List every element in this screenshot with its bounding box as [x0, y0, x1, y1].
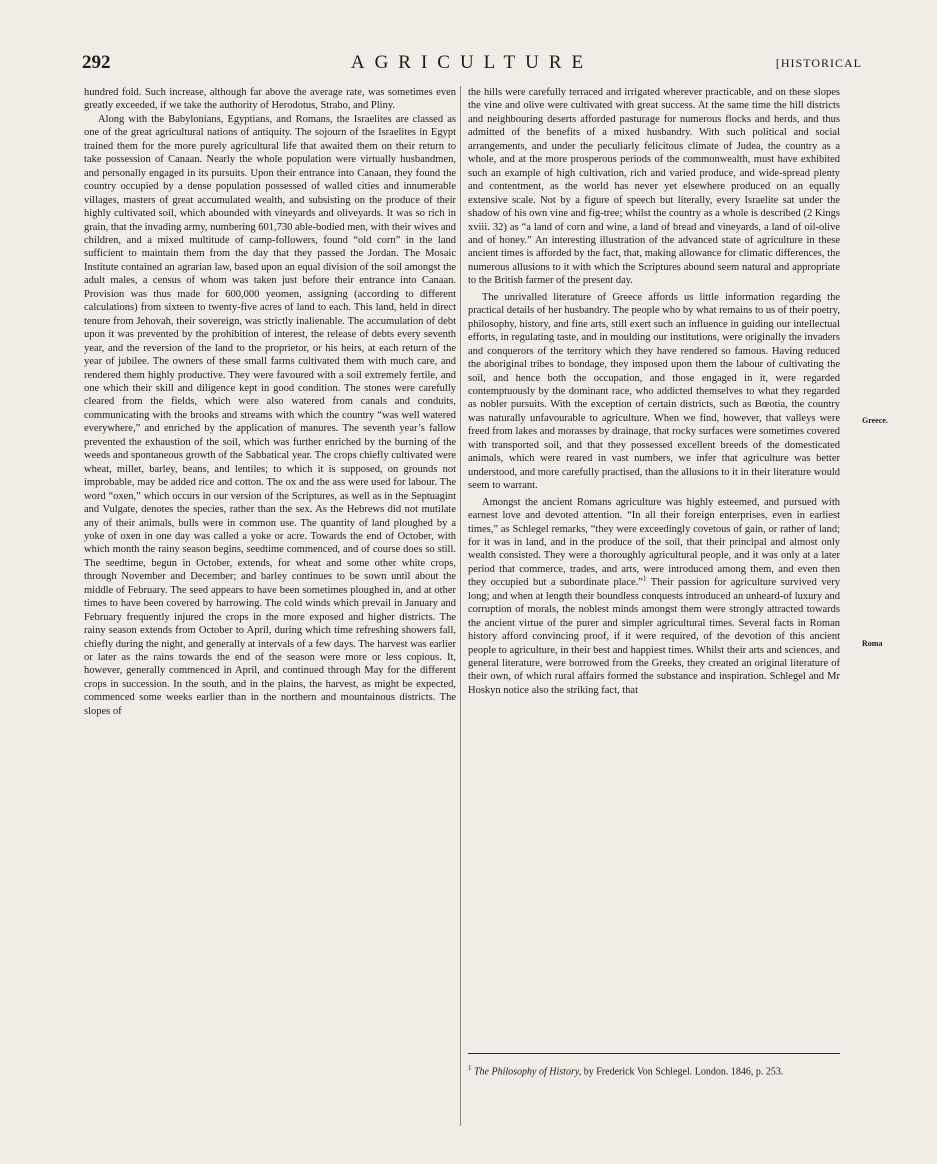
footnote: [468, 1062, 840, 1078]
section-label: [HISTORICAL: [775, 56, 862, 70]
paragraph: The unrivalled literature of Greece affords us little information regarding the practical details of her husbandry. The people who by what remains to us of their poetry, philosophy, history, and fine arts, still exert such an influence in guiding our intellectual efforts, in regulating taste, and in moulding our institutions, were originally the invaders and conquerors of the territory which they have rendered so famous. Having reduced the aboriginal tribes to bondage, they imposed upon them the labour of cultivating the soil, and hence both the occupation, and those engaged in it, were regarded contemptuously by the dominant race, who addicted themselves to what they regarded as nobler pursuits. With the exception of certain districts, such as Bœotia, the country was naturally unfavourable to agriculture. When we find, however, that valleys were freed from lakes and morasses by drainage, that rocky surfaces were sometimes covered with transported soil, and that they possessed excellent breeds of the domesticated animals, which were reared in vast numbers, we infer that agriculture was better understood, and more carefully practised, than the allusions to it in their literature would seem to warrant.: [468, 291, 840, 492]
footnote-rule: [468, 1053, 840, 1054]
running-header: [82, 52, 862, 78]
footnote-title: The Philosophy of History,: [474, 1066, 582, 1078]
footnote-ref: 1: [642, 574, 647, 583]
paragraph: hundred fold. Such increase, although far above the average rate, was sometimes even greatly exceeded, if we take the authority of Herodotus, Strabo, and Pliny.: [84, 87, 456, 112]
paragraph-text: Amongst the ancient Romans agriculture was highly esteemed, and pursued with earnest love and devoted attention. “In all their foreign enterprises, even in earliest times,” as Schlegel remarks, “they were exceedingly covetous of gain, or rather of land; for it was in land, and in the produce of the soil, that their principal and almost only wealth consisted. They were a thoroughly agricultural people, and it was only at a later period that commerce, trades, and arts, were introduced among them, and even then they occupied but a subordinate place.”: [468, 496, 840, 589]
column-rule: [460, 86, 461, 1126]
footnote-marker: 1: [468, 1064, 472, 1072]
page-number: 292: [82, 52, 111, 73]
left-column: [84, 86, 456, 718]
margin-note-rome: Roma: [862, 639, 883, 648]
margin-note-greece: Greece.: [862, 416, 888, 425]
paragraph: Along with the Babylonians, Egyptians, and Romans, the Israelites are classed as one of the great agricultural nations of antiquity. The sojourn of the Israelites in Egypt trained them for the more purely agricultural life that awaited them on their return to take possession of Canaan. Nearly the whole population were virtually husbandmen, and personally engaged in its pursuits. Upon their entrance into Canaan, they found the country occupied by a dense population possessed of walled cities and innumerable villages, masters of great accumulated wealth, and subsisting on the produce of their highly cultivated soil, which abounded with vineyards and oliveyards. It was so rich in grain, that the invading army, numbering 601,730 able-bodied men, with their wives and children, and a mixed multitude of camp-followers, found “old corn” in the land sufficient to maintain them from the day that they passed the Jordan. The Mosaic Institute contained an agrarian law, based upon an equal division of the soil amongst the adult males, a census of whom was taken just before their entrance into Canaan. Provision was thus made for 600,000 yeomen, assigning (according to different calculations) from sixteen to twenty-five acres of land to each. This land, held in direct tenure from Jehovah, their sovereign, was strictly inalienable. The accumulation of debt upon it was prevented by the prohibition of interest, the release of debts every seventh year, and the reversion of the land to the proprietor, or his heirs, at each return of the year of jubilee. The owners of these small farms cultivated them with much care, and rendered them highly productive. They were favoured with a soil extremely fertile, and one which their skill and diligence kept in good condition. The stones were carefully cleared from the fields, which were also watered from canals and conduits, communicating with the brooks and streams with which the country “was well watered everywhere,” and enriched by the application of manures. The seventh year’s fallow prevented the exhaustion of the soil, which was further enriched by the burning of the weeds and spontaneous growth of the Sabbatical year. The crops chiefly cultivated were wheat, millet, barley, beans, and lentiles; to which it is supposed, on grounds not improbable, may be added rice and cotton. The ox and the ass were used for labour. The word “oxen,” which occurs in our version of the Scriptures, as well as in the Septuagint and Vulgate, denotes the species, rather than the sex. As the Hebrews did not mutilate any of their animals, bulls were in common use. The quantity of land ploughed by a yoke of oxen in one day was called a yoke or acre. Towards the end of October, with which month the rainy season begins, seedtime commenced, and of course does so still. The seedtime, begun in October, extends, for wheat and some other white crops, through November and December; and barley continues to be sown until about the middle of February. The seed appears to have been sometimes ploughed in, and at other times to have been covered by harrowing. The cold winds which prevail in January and February frequently injured the crops in the more exposed and higher districts. The rainy season extends from October to April, during which time refreshing showers fall, chiefly during the night, and generally at intervals of a few days. The harvest was earlier or later as the rains towards the end of the season were more or less copious. It, however, generally commenced in April, and continued through May for the different crops in succession. In the south, and in the plains, the harvest, as might be expected, commenced some weeks earlier than in the northern and mountainous districts. The slopes of: [84, 113, 456, 717]
paragraph-text: Their passion for agriculture survived very long; and when at length their boundless conquests introduced an unheard-of luxury and corruption of morals, the noblest minds amongst them were strongly attracted towards the ancient virtue of the purer and simpler agricultural times. Several facts in Roman history afford convincing proof, if it were required, of the devotion of this ancient people to agriculture, in their best and happiest times. Whilst their arts and sciences, and general literature, were borrowed from the Greeks, they created an original literature of their own, of which rural affairs formed the substance and inspiration. Schlegel and Mr Hoskyn notice also the striking fact, that: [468, 577, 840, 696]
paragraph: the hills were carefully terraced and irrigated wherever practicable, and on these slopes the vine and olive were cultivated with great success. At the same time the hill districts and neighbouring deserts afforded pasturage for numerous flocks and herds, and thus admitted of the benefits of a mixed husbandry. With such political and social arrangements, and under the peculiarly felicitous climate of Judea, the country as a whole, and at the more prosperous periods of the commonwealth, must have exhibited such an example of high cultivation, rich and varied produce, and wide-spread plenty and contentment, as the world has never yet elsewhere produced on an equally extensive scale. Not by a figure of speech but literally, every Israelite sat under the shadow of his own vine and fig-tree; whilst the country as a whole is described (2 Kings xviii. 32) as “a land of corn and wine, a land of bread and vineyards, a land of oil-olive and of honey.” An interesting illustration of the advanced state of agriculture in these ancient times is afforded by the fact, that, making allowance for climatic differences, the numerous allusions to it with which the Scriptures abound seem natural and appropriate to the British farmer of the present day.: [468, 87, 840, 287]
right-column: [468, 86, 840, 697]
paragraph: [468, 496, 840, 698]
footnote-text: by Frederick Von Schlegel. London. 1846, p. 253.: [581, 1066, 784, 1078]
page-title: AGRICULTURE: [350, 52, 594, 73]
